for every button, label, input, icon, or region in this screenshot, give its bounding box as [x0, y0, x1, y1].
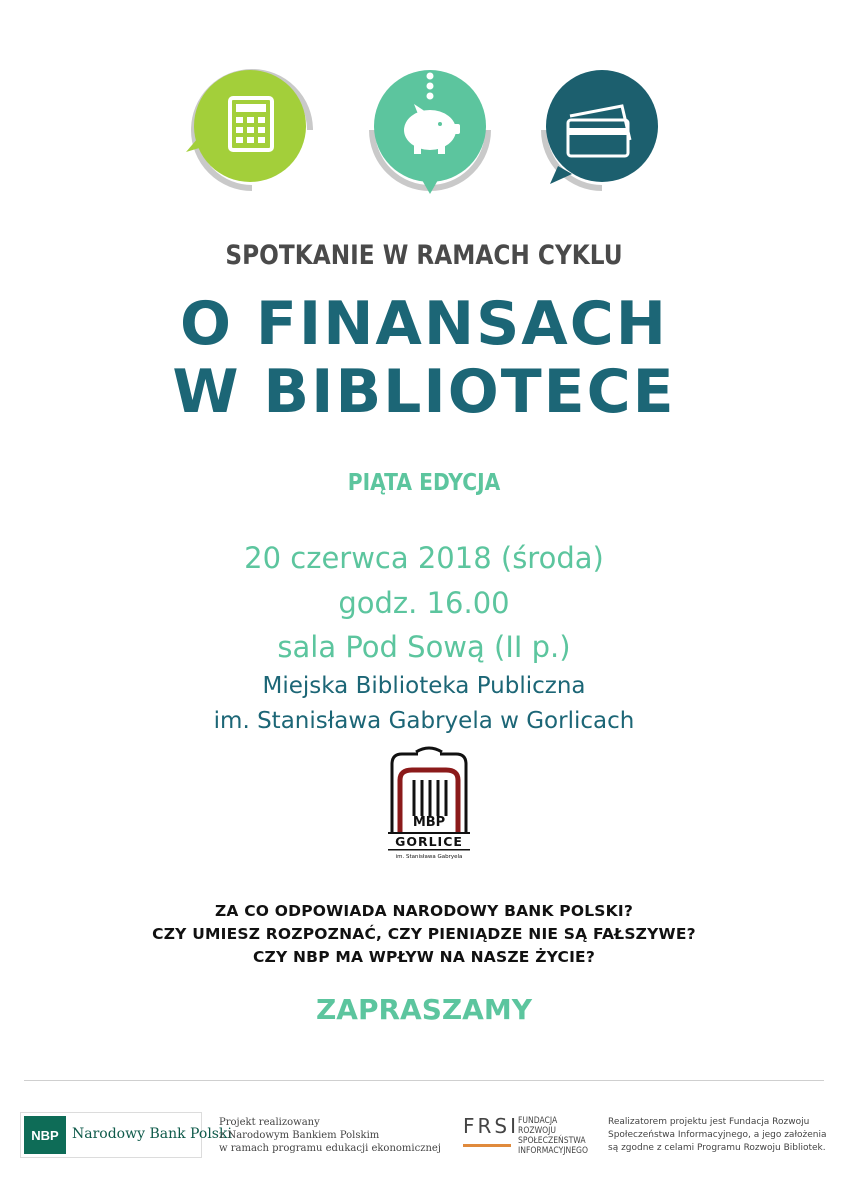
nbp-logo-box: NBP [24, 1116, 66, 1154]
frsi-name-line: FUNDACJA [518, 1116, 558, 1126]
frsi-name-line: SPOŁECZEŃSTWA [518, 1136, 586, 1146]
frsi-logo-mark: FRSI [463, 1114, 519, 1138]
question-2: CZY UMIESZ ROZPOZNAĆ, CZY PIENIĄDZE NIE SĄ FAŁSZYWE? [152, 925, 696, 943]
logo-patron: im. Stanisława Gabryela [395, 854, 463, 860]
logo-city: GORLICE [395, 834, 463, 849]
realizator-note [608, 1116, 827, 1155]
series-label: SPOTKANIE W RAMACH CYKLU [225, 240, 623, 271]
library-name: Miejska Biblioteka Publiczna [262, 673, 586, 699]
project-note-line: z Narodowym Bankiem Polskim [219, 1130, 380, 1141]
library-patron: im. Stanisława Gabryela w Gorlicach [213, 708, 635, 734]
event-room: sala Pod Sową (II p.) [277, 630, 571, 664]
title-line-1: O FINANSACH [180, 289, 668, 359]
realizator-note-line: są zgodne z celami Programu Rozwoju Bibliotek. [608, 1143, 826, 1153]
piggy-bank-icon [360, 60, 500, 200]
project-note-line: w ramach programu edukacji ekonomicznej [219, 1143, 441, 1154]
invite-text: ZAPRASZAMY [315, 993, 532, 1026]
event-time: godz. 16.00 [338, 586, 510, 620]
title-line-2: W BIBLIOTECE [172, 357, 676, 427]
nbp-name: Narodowy Bank Polski [72, 1126, 232, 1142]
credit-card-icon [532, 60, 672, 200]
frsi-name-line: INFORMACYJNEGO [518, 1146, 588, 1156]
realizator-note-line: Realizatorem projektu jest Fundacja Rozwoju [608, 1117, 810, 1127]
frsi-name [518, 1116, 588, 1156]
realizator-note-line: Społeczeństwa Informacyjnego, a jego założenia [608, 1130, 827, 1140]
question-3: CZY NBP MA WPŁYW NA NASZE ŻYCIE? [252, 948, 596, 966]
library-logo [386, 746, 472, 862]
edition-label: PIĄTA EDYCJA [347, 470, 501, 496]
project-note [219, 1116, 441, 1155]
frsi-logo-bar [463, 1144, 511, 1147]
frsi-name-line: ROZWOJU [518, 1126, 557, 1136]
event-date: 20 czerwca 2018 (środa) [244, 541, 604, 575]
logo-mbp: MBP [412, 815, 446, 830]
question-1: ZA CO ODPOWIADA NARODOWY BANK POLSKI? [214, 902, 634, 920]
calculator-icon [182, 60, 322, 200]
project-note-line: Projekt realizowany [219, 1117, 320, 1128]
footer-divider [24, 1080, 824, 1081]
